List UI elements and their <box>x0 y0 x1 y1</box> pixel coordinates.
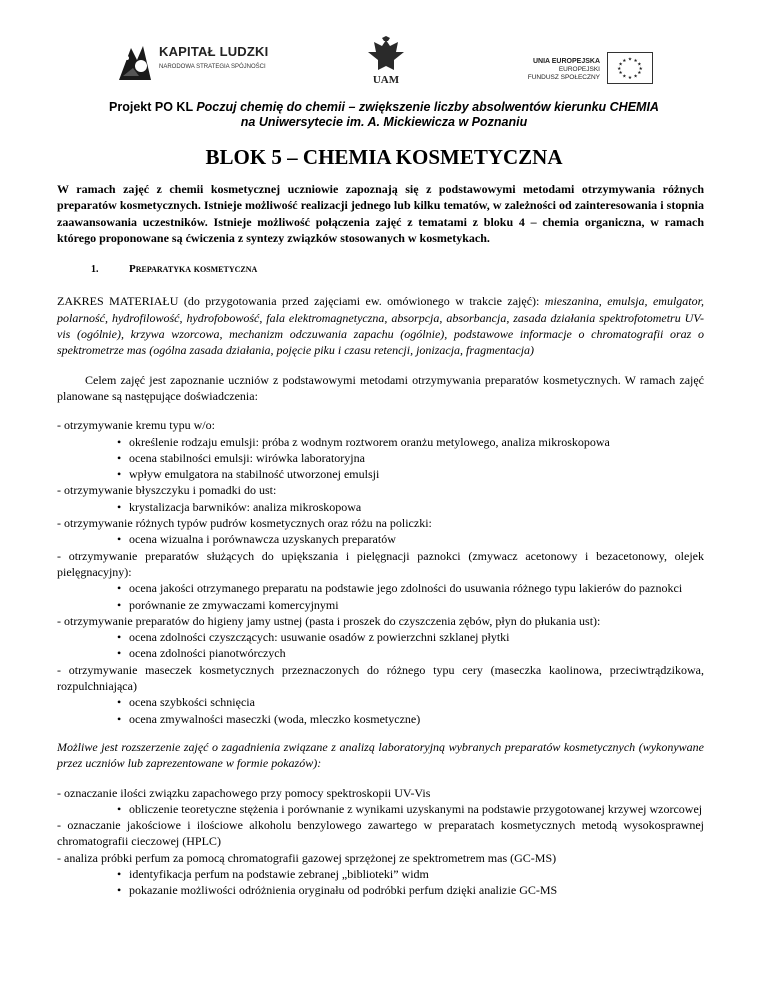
project-title-line-2: na Uniwersytecie im. A. Mickiewicza w Poznaniu <box>240 115 528 129</box>
list-item: - otrzymywanie kremu typu w/o: <box>57 418 215 433</box>
uam-label: UAM <box>372 74 400 86</box>
project-prefix: Projekt PO KL <box>109 100 197 114</box>
eagle-crest-icon <box>364 36 408 74</box>
page-title: BLOK 5 – CHEMIA KOSMETYCZNA <box>205 145 563 169</box>
eu-line-1: UNIA EUROPEJSKA <box>532 58 600 65</box>
list-item: - otrzymywanie błyszczyku i pomadki do ust: <box>57 483 277 498</box>
list-item: - analiza próbki perfum za pomocą chromatografii gazowej sprzężonej ze spektrometrem mas (GC-MS) <box>57 850 557 865</box>
sub-list-item: • ocena zmywalności maseczki (woda, mleczko kosmetyczne) <box>117 711 704 727</box>
list-item: - oznaczanie jakościowe i ilościowe alkoholu benzylowego zawartego w preparatach kosmetycznych metodą wysokosprawnej chromatografii cieczowej (HPLC) <box>57 818 704 849</box>
sub-list-item: • porównanie ze zmywaczami komercyjnymi <box>117 597 704 613</box>
eu-flag-icon <box>607 52 653 84</box>
svg-text:★: ★ <box>622 74 627 80</box>
list-item: - otrzymywanie maseczek kosmetycznych przeznaczonych do różnego typu cery (maseczka kaolinowa, przeciwtrądzikowa, rozpulchniająca) <box>57 662 704 694</box>
project-title-line-1: Poczuj chemię do chemii – zwiększenie liczby absolwentów kierunku CHEMIA <box>196 100 659 114</box>
svg-text:★: ★ <box>633 58 638 64</box>
eu-line-2: EUROPEJSKI <box>558 66 600 73</box>
svg-text:★: ★ <box>627 57 633 63</box>
intro-paragraph: W ramach zajęć z chemii kosmetycznej uczniowie zapoznają się z podstawowymi metodami otrzymywania różnych preparatów kosmetycznych. Istnieje możliwość realizacji jednego lub kilku tematów, w zależności od zainteresowania i stopnia zaawansowania uczestników. Istnieje możliwość połączenia zajęć z tematami z bloku 4 – chemia organiczna, w ramach którego proponowane są ćwiczenia z syntezy związków stosowanych w kosmetykach. <box>57 182 704 245</box>
svg-text:★: ★ <box>633 74 638 80</box>
svg-text:★: ★ <box>618 62 623 68</box>
experiments-list <box>57 417 704 727</box>
kapital-ludzki-emblem-icon <box>113 40 157 84</box>
svg-text:★: ★ <box>637 71 642 77</box>
kl-title: KAPITAŁ LUDZKI <box>159 44 269 59</box>
svg-text:★: ★ <box>637 62 642 68</box>
section-heading <box>57 261 704 278</box>
kl-subtitle: NARODOWA STRATEGIA SPÓJNOŚCI <box>159 64 266 70</box>
list-item: - otrzymywanie preparatów służących do upiększania i pielęgnacji paznokci (zmywacz acetonowy i bezacetonowy, olejek pielęgnacyjny): <box>57 548 704 579</box>
svg-text:★: ★ <box>617 66 622 72</box>
sub-list-item: • ocena zdolności czyszczących: usuwanie osadów z powierzchni szklanej płytki <box>117 629 704 645</box>
sub-list-item: • krystalizacja barwników: analiza mikroskopowa <box>117 499 704 515</box>
analyses-list <box>57 785 704 899</box>
eu-text <box>500 58 600 82</box>
extension-paragraph: Możliwe jest rozszerzenie zajęć o zagadnienia związane z analizą laboratoryjną wybranych preparatów kosmetycznych (wykonywane przez uczniów lub zaprezentowane w formie pokazów): <box>57 739 704 771</box>
svg-text:★: ★ <box>638 66 643 72</box>
uam-logo <box>364 36 408 88</box>
sub-list-item: • pokazanie możliwości odróżnienia oryginału od podróbki perfum dzięki analizie GC-MS <box>117 882 704 898</box>
sub-list-item: • wpływ emulgatora na stabilność utworzonej emulsji <box>117 466 704 482</box>
eu-line-3: FUNDUSZ SPOŁECZNY <box>527 74 600 81</box>
project-header <box>0 100 768 130</box>
svg-text:★: ★ <box>618 71 623 77</box>
sub-list-item: • ocena jakości otrzymanego preparatu na podstawie jego zdolności do usuwania różnego typu lakierów do paznokci <box>117 580 704 596</box>
svg-text:★: ★ <box>622 58 627 64</box>
sub-list-item: • ocena szybkości schnięcia <box>117 694 704 710</box>
sub-list-item: • identyfikacja perfum na podstawie zebranej „biblioteki” widm <box>117 866 704 882</box>
zakres-topics: mieszanina, emulsja, emulgator, polarność, hydrofilowość, hydrofobowość, fala elektromagnetyczna, absorpcja, absorbancja, zasada działania spektrofotometru UV-vis (ogólnie), krzywa wzorcowa, mechanizm odczuwania zapachu (ogólnie), podstawowe informacje o chromatografii oraz o spektrometrze mas (ogólna zasada działania, pojęcie piku i czasu retencji, jonizacja, fragmentacja) <box>57 294 704 358</box>
list-item: - oznaczanie ilości związku zapachowego przy pomocy spektroskopii UV-Vis <box>57 785 431 800</box>
sub-list-item: • ocena stabilności emulsji: wirówka laboratoryjna <box>117 450 704 466</box>
section-title: Preparatyka kosmetyczna <box>129 263 258 276</box>
zakres-paragraph <box>57 293 704 358</box>
kapital-ludzki-logo <box>113 38 273 86</box>
logo-bar <box>0 0 768 100</box>
document-body <box>57 181 704 899</box>
sub-list-item: • ocena zdolności pianotwórczych <box>117 645 704 661</box>
sub-list-item: • określenie rodzaju emulsji: próba z wodnym roztworem oranżu metylowego, analiza mikroskopowa <box>117 434 704 450</box>
list-item: - otrzymywanie preparatów do higieny jamy ustnej (pasta i proszek do czyszczenia zębów, płyn do płukania ust): <box>57 613 601 628</box>
sub-list-item: • obliczenie teoretyczne stężenia i porównanie z wynikami uzyskanymi na podstawie przygotowanej krzywej wzorcowej <box>117 801 704 817</box>
list-item: - otrzymywanie różnych typów pudrów kosmetycznych oraz różu na policzki: <box>57 516 432 531</box>
zakres-label: ZAKRES MATERIAŁU (do przygotowania przed zajęciami ew. omówionego w trakcie zajęć): <box>57 294 545 309</box>
svg-text:★: ★ <box>627 75 633 81</box>
sub-list-item: • ocena wizualna i porównawcza uzyskanych preparatów <box>117 531 704 547</box>
aim-paragraph: Celem zajęć jest zapoznanie uczniów z podstawowymi metodami otrzymywania preparatów kosmetycznych. W ramach zajęć planowane są następujące doświadczenia: <box>57 372 704 403</box>
section-number: 1. <box>91 264 99 276</box>
